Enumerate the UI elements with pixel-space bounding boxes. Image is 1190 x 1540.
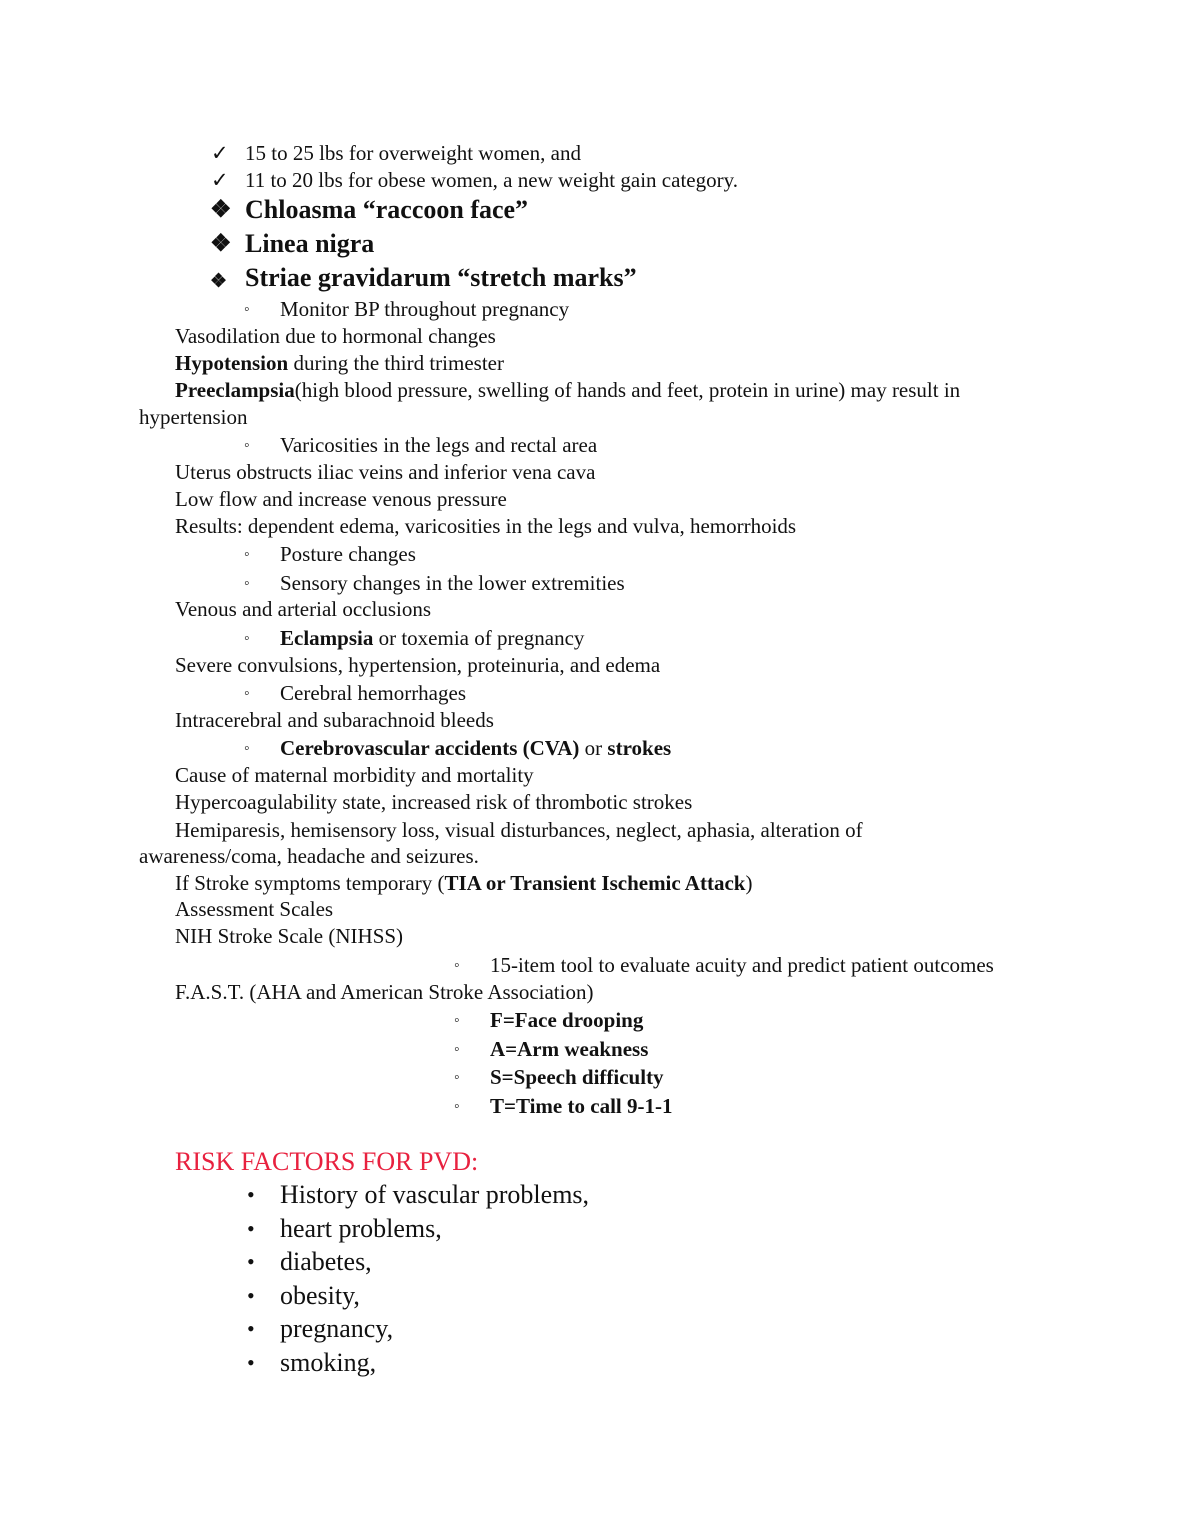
term-preeclampsia: Preeclampsia: [175, 378, 295, 402]
circle-bullet-icon: ◦: [244, 685, 250, 702]
text-line: Results: dependent edema, varicosities in the legs and vulva, hemorrhoids: [175, 514, 797, 538]
text-line: awareness/coma, headache and seizures.: [139, 844, 479, 868]
circle-bullet-icon: ◦: [244, 437, 250, 454]
bullet-icon: •: [247, 1249, 255, 1274]
circle-bullet-icon: ◦: [244, 546, 250, 563]
risk-item-text: obesity,: [280, 1281, 360, 1310]
text-line: Uterus obstructs iliac veins and inferior vena cava: [175, 460, 596, 484]
risk-item-text: pregnancy,: [280, 1314, 394, 1343]
text-line: Hemiparesis, hemisensory loss, visual disturbances, neglect, aphasia, alteration of: [175, 818, 863, 842]
check-item-text: 11 to 20 lbs for obese women, a new weight gain category.: [245, 168, 738, 192]
text-line: Vasodilation due to hormonal changes: [175, 324, 496, 348]
fast-item-text: S=Speech difficulty: [490, 1065, 664, 1089]
sub-item-text: Varicosities in the legs and rectal area: [280, 433, 598, 457]
sub-item-text: 15-item tool to evaluate acuity and predict patient outcomes: [490, 953, 994, 977]
fast-item-text: F=Face drooping: [490, 1008, 644, 1032]
risk-item-text: diabetes,: [280, 1247, 372, 1276]
text-line: Low flow and increase venous pressure: [175, 487, 507, 511]
risk-item-text: History of vascular problems,: [280, 1180, 590, 1209]
circle-bullet-icon: ◦: [454, 1041, 460, 1058]
sub-item-text: Sensory changes in the lower extremities: [280, 571, 625, 595]
circle-bullet-icon: ◦: [454, 1012, 460, 1029]
fast-item-text: A=Arm weakness: [490, 1037, 649, 1061]
check-icon: ✓: [211, 141, 229, 165]
circle-bullet-icon: ◦: [454, 957, 460, 974]
term-eclampsia: Eclampsia: [280, 626, 374, 650]
text-line: Cause of maternal morbidity and mortality: [175, 763, 534, 787]
check-icon: ✓: [211, 168, 229, 192]
text-line: Intracerebral and subarachnoid bleeds: [175, 708, 494, 732]
risk-item-text: smoking,: [280, 1348, 377, 1377]
text-line: Hypotension during the third trimester: [175, 351, 504, 375]
term-tia: TIA or Transient Ischemic Attack: [444, 871, 746, 895]
circle-bullet-icon: ◦: [244, 630, 250, 647]
text-line: Venous and arterial occlusions: [175, 597, 432, 621]
risk-factors-heading: RISK FACTORS FOR PVD:: [175, 1147, 479, 1176]
diamond-item-text: Striae gravidarum “stretch marks”: [245, 263, 637, 292]
bullet-icon: •: [247, 1216, 255, 1241]
fast-item-text: T=Time to call 9-1-1: [490, 1094, 673, 1118]
sub-item-text: Eclampsia or toxemia of pregnancy: [280, 626, 585, 650]
risk-item-text: heart problems,: [280, 1214, 442, 1243]
text-line: F.A.S.T. (AHA and American Stroke Association): [175, 980, 594, 1004]
circle-bullet-icon: ◦: [454, 1098, 460, 1115]
sub-item-text: Monitor BP throughout pregnancy: [280, 297, 570, 321]
text-line: NIH Stroke Scale (NIHSS): [175, 924, 404, 948]
term-hypotension: Hypotension: [175, 351, 289, 375]
check-item-text: 15 to 25 lbs for overweight women, and: [245, 141, 581, 165]
term-strokes: strokes: [607, 736, 672, 760]
sub-item-text: Cerebral hemorrhages: [280, 681, 466, 705]
term-cva: Cerebrovascular accidents (CVA): [280, 736, 580, 760]
bullet-icon: •: [247, 1350, 255, 1375]
bullet-icon: •: [247, 1182, 255, 1207]
sub-item-text: Cerebrovascular accidents (CVA) or strokes: [280, 736, 672, 760]
circle-bullet-icon: ◦: [454, 1069, 460, 1086]
circle-bullet-icon: ◦: [244, 301, 250, 318]
bullet-icon: •: [247, 1283, 255, 1308]
text-line: hypertension: [139, 405, 248, 429]
diamond-icon: ❖: [210, 197, 232, 223]
bullet-icon: •: [247, 1316, 255, 1341]
circle-bullet-icon: ◦: [244, 740, 250, 757]
text-line: If Stroke symptoms temporary (TIA or Transient Ischemic Attack): [175, 871, 753, 895]
sub-item-text: Posture changes: [280, 542, 416, 566]
diamond-item-text: Linea nigra: [245, 229, 375, 258]
text-line: Severe convulsions, hypertension, proteinuria, and edema: [175, 653, 661, 677]
text-line: Hypercoagulability state, increased risk of thrombotic strokes: [175, 790, 693, 814]
diamond-icon: ❖: [210, 271, 228, 292]
text-line: Preeclampsia(high blood pressure, swelling of hands and feet, protein in urine) may result in: [175, 378, 961, 402]
diamond-item-text: Chloasma “raccoon face”: [245, 195, 529, 224]
circle-bullet-icon: ◦: [244, 575, 250, 592]
text-line: Assessment Scales: [175, 897, 334, 921]
diamond-icon: ❖: [210, 231, 232, 257]
